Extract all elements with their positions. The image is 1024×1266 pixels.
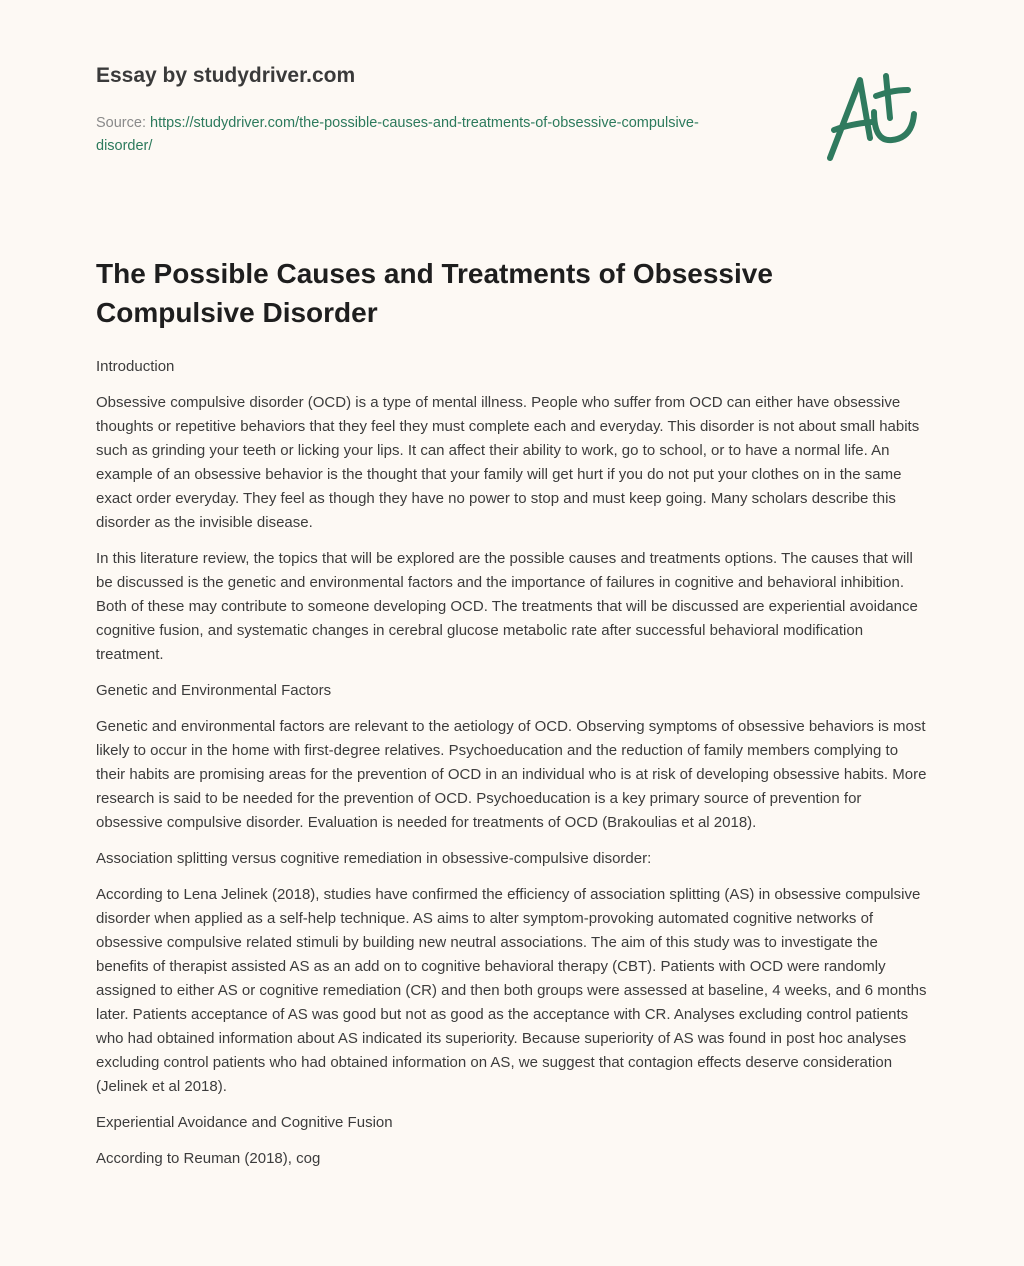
section-heading: Association splitting versus cognitive remediation in obsessive-compulsive disorder: [96, 850, 652, 867]
section-heading: Introduction [96, 358, 175, 375]
a-plus-logo-icon [820, 68, 930, 164]
paragraph: In this literature review, the topics that will be explored are the possible causes and treatments options. The causes that will be discussed is the genetic and environmental factors and the importance of failures in cognitive and behavioral inhibition. Both of these may contribute to someone developing OCD. The treatments that will be discussed are experiential avoidance cognitive fusion, and systematic changes in cerebral glucose metabolic rate after successful behavioral modification treatment. [96, 550, 918, 663]
essay-body [96, 355, 930, 1183]
source-link[interactable]: https://studydriver.com/the-possible-causes-and-treatments-of-obsessive-compulsive-disorder/ [96, 115, 699, 154]
paragraph: Genetic and environmental factors are relevant to the aetiology of OCD. Observing symptoms of obsessive behaviors is most likely to occur in the home with first-degree relatives. Psychoeducation and the reduction of family members complying to their habits are promising areas for the prevention of OCD in an individual who is at risk of developing obsessive habits. More research is said to be needed for the prevention of OCD. Psychoeducation is a key primary source of prevention for obsessive compulsive disorder. Evaluation is needed for treatments of OCD (Brakoulias et al 2018). [96, 718, 927, 831]
site-title: Essay by studydriver.com [96, 64, 356, 87]
paragraph: According to Lena Jelinek (2018), studies have confirmed the efficiency of association splitting (AS) in obsessive compulsive disorder when applied as a self-help technique. AS aims to alter symptom-provoking automated cognitive networks of obsessive compulsive related stimuli by building new neutral associations. The aim of this study was to investigate the benefits of therapist assisted AS as an add on to cognitive behavioral therapy (CBT). Patients with OCD were randomly assigned to either AS or cognitive remediation (CR) and then both groups were assessed at baseline, 4 weeks, and 6 months later. Patients acceptance of AS was good but not as good as the acceptance with CR. Analyses excluding control patients who had obtained information about AS indicated its superiority. Because superiority of AS was found in post hoc analyses excluding control patients who had obtained information on AS, we suggest that contagion effects deserve consideration (Jelinek et al 2018). [96, 886, 927, 1095]
source-line [96, 112, 736, 158]
section-heading: Genetic and Environmental Factors [96, 682, 332, 699]
paragraph: According to Reuman (2018), cog [96, 1150, 321, 1167]
paragraph: Obsessive compulsive disorder (OCD) is a type of mental illness. People who suffer from OCD can either have obsessive thoughts or repetitive behaviors that they feel they must complete each and everyday. This disorder is not about small habits such as grinding your teeth or licking your lips. It can affect their ability to work, go to school, or to have a normal life. An example of an obsessive behavior is the thought that your family will get hurt if you do not put your clothes on in the same exact order everyday. They feel as though they have no power to stop and must keep going. Many scholars describe this disorder as the invisible disease. [96, 394, 920, 531]
section-heading: Experiential Avoidance and Cognitive Fusion [96, 1114, 393, 1131]
source-label: Source: [96, 115, 146, 131]
essay-title: The Possible Causes and Treatments of Obsessive Compulsive Disorder [96, 258, 773, 328]
